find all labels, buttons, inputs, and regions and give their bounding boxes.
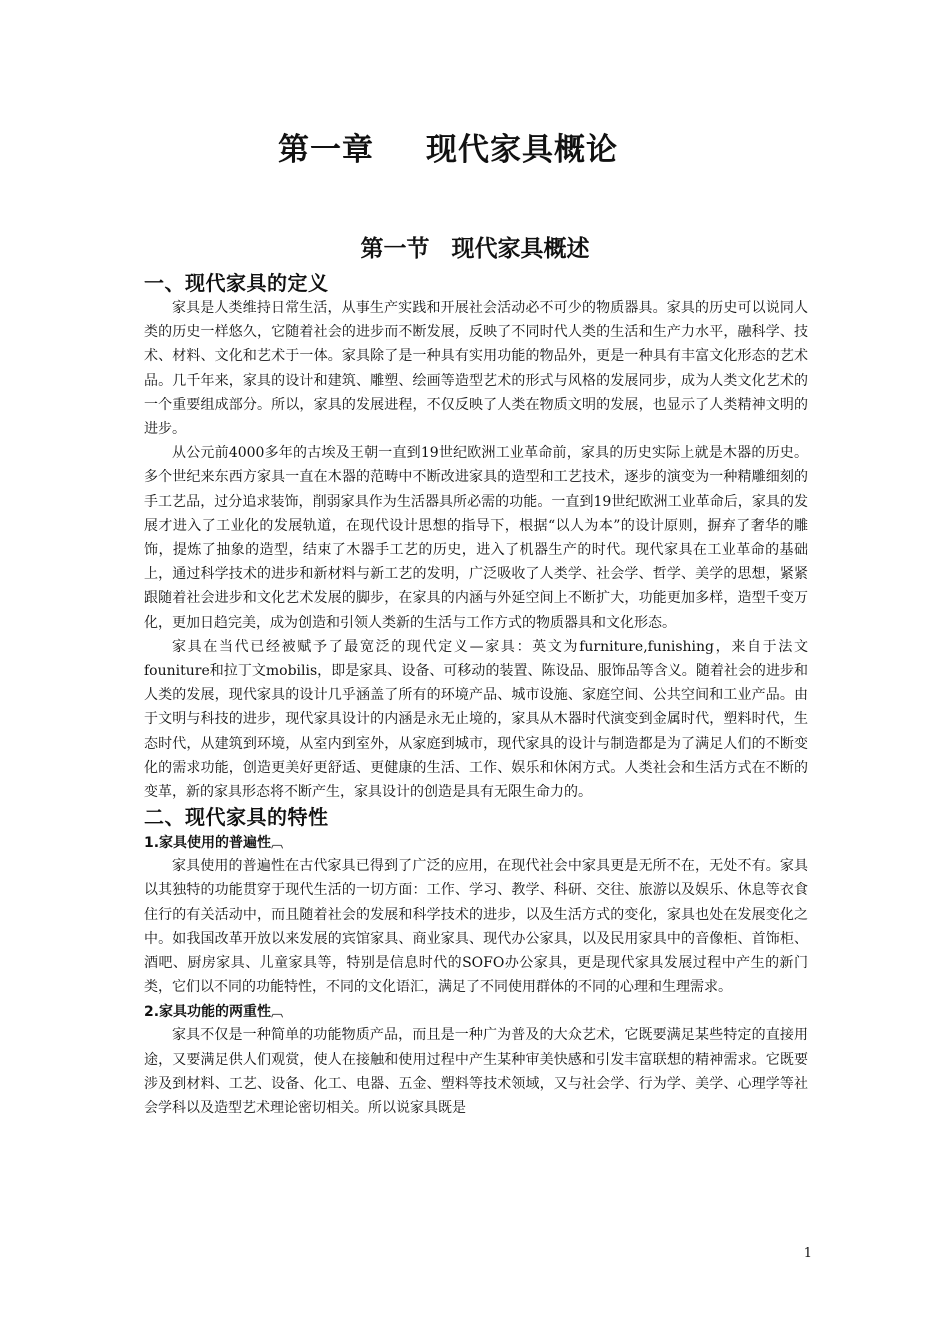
chapter-title [0,124,896,169]
paragraph: 家具使用的普遍性在古代家具已得到了广泛的应用，在现代社会中家具更是无所不在，无处不有。家具以其独特的功能贯穿于现代生活的一切方面：工作、学习、教学、科研、交往、旅游以及娱乐、休息等衣食住行的有关活动中，而且随着社会的发展和科学技术的进步，以及生活方式的变化，家具也处在发展变化之中。如我国改革开放以来发展的宾馆家具、商业家具、现代办公家具，以及民用家具中的音像柜、首饰柜、酒吧、厨房家具、儿童家具等，特别是信息时代的SOFO办公家具，更是现代家具发展过程中产生的新门类，它们以不同的功能特性，不同的文化语汇，满足了不同使用群体的不同的心理和生理需求。 [144,858,808,996]
heading-definition: 一、现代家具的定义 [144,271,329,295]
section-number: 第一节 [360,236,430,262]
section-title [0,230,950,263]
paragraph: 家具不仅是一种简单的功能物质产品，而且是一种广为普及的大众艺术，它既要满足某些特定的直接用途，又要满足供人们观赏，使人在接触和使用过程中产生某种审美快感和引发丰富联想的精神需求。它既要涉及到材料、工艺、设备、化工、电器、五金、塑料等技术领域，又与社会学、行为学、美学、心理学等社会学科以及造型艺术理论密切相关。所以说家具既是 [144,1027,808,1117]
subheading-text: 2.家具功能的两重性 [144,1004,272,1021]
paragraph-mark-icon: ︹ [271,1005,284,1020]
heading-characteristics: 二、现代家具的特性 [144,805,329,830]
paragraph: 从公元前4000多年的古埃及王朝一直到19世纪欧洲工业革命前，家具的历史实际上就是木器的历史。多个世纪来东西方家具一直在木器的范畴中不断改进家具的造型和工艺技术，逐步的演变为一种精雕细刻的手工艺品，过分追求装饰，削弱家具作为生活器具所必需的功能。一直到19世纪欧洲工业革命后，家具的发展才进入了工业化的发展轨道，在现代设计思想的指导下，根据“以人为本”的设计原则，摒弃了奢华的雕饰，提炼了抽象的造型，结束了木器手工艺的历史，进入了机器生产的时代。现代家具在工业革命的基础上，通过科学技术的进步和新材料与新工艺的发明，广泛吸收了人类学、社会学、哲学、美学的思想，紧紧跟随着社会进步和文化艺术发展的脚步，在家具的内涵与外延空间上不断扩大，功能更加多样，造型千变万化，更加日趋完美，成为创造和引领人类新的生活与工作方式的物质器具和文化形态。 [144,445,808,631]
chapter-number: 第一章 [278,132,374,168]
page-number: 1 [803,1246,812,1261]
section-name: 现代家具概述 [451,236,590,262]
paragraph: 家具在当代已经被赋予了最宽泛的现代定义—家具：英文为furniture,funishing，来自于法文founiture和拉丁文mobilis，即是家具、设备、可移动的装置、陈设品、服饰品等含义。随着社会的进步和人类的发展，现代家具的设计几乎涵盖了所有的环境产品、城市设施、家庭空间、公共空间和工业产品。由于文明与科技的进步，现代家具设计的内涵是永无止境的，家具从木器时代演变到金属时代，塑料时代，生态时代，从建筑到环境，从室内到室外，从家庭到城市，现代家具的设计与制造都是为了满足人们的不断变化的需求功能，创造更美好更舒适、更健康的生活、工作、娱乐和休闲方式。人类社会和生活方式在不断的变革，新的家具形态将不断产生，家具设计的创造是具有无限生命力的。 [144,638,808,801]
subheading-duality [144,1001,808,1023]
chapter-name: 现代家具概论 [426,132,618,168]
subheading-universality [144,832,808,854]
document-body [144,270,808,1120]
subheading-text: 1.家具使用的普遍性 [144,835,272,852]
paragraph: 家具是人类维持日常生活，从事生产实践和开展社会活动必不可少的物质器具。家具的历史可以说同人类的历史一样悠久，它随着社会的进步而不断发展，反映了不同时代人类的生活和生产力水平，融科学、技术、材料、文化和艺术于一体。家具除了是一种具有实用功能的物品外，更是一种具有丰富文化形态的艺术品。几千年来，家具的设计和建筑、雕塑、绘画等造型艺术的形式与风格的发展同步，成为人类文化艺术的一个重要组成部分。所以，家具的发展进程，不仅反映了人类在物质文明的发展，也显示了人类精神文明的进步。 [144,300,808,438]
paragraph-mark-icon: ︹ [271,836,284,851]
